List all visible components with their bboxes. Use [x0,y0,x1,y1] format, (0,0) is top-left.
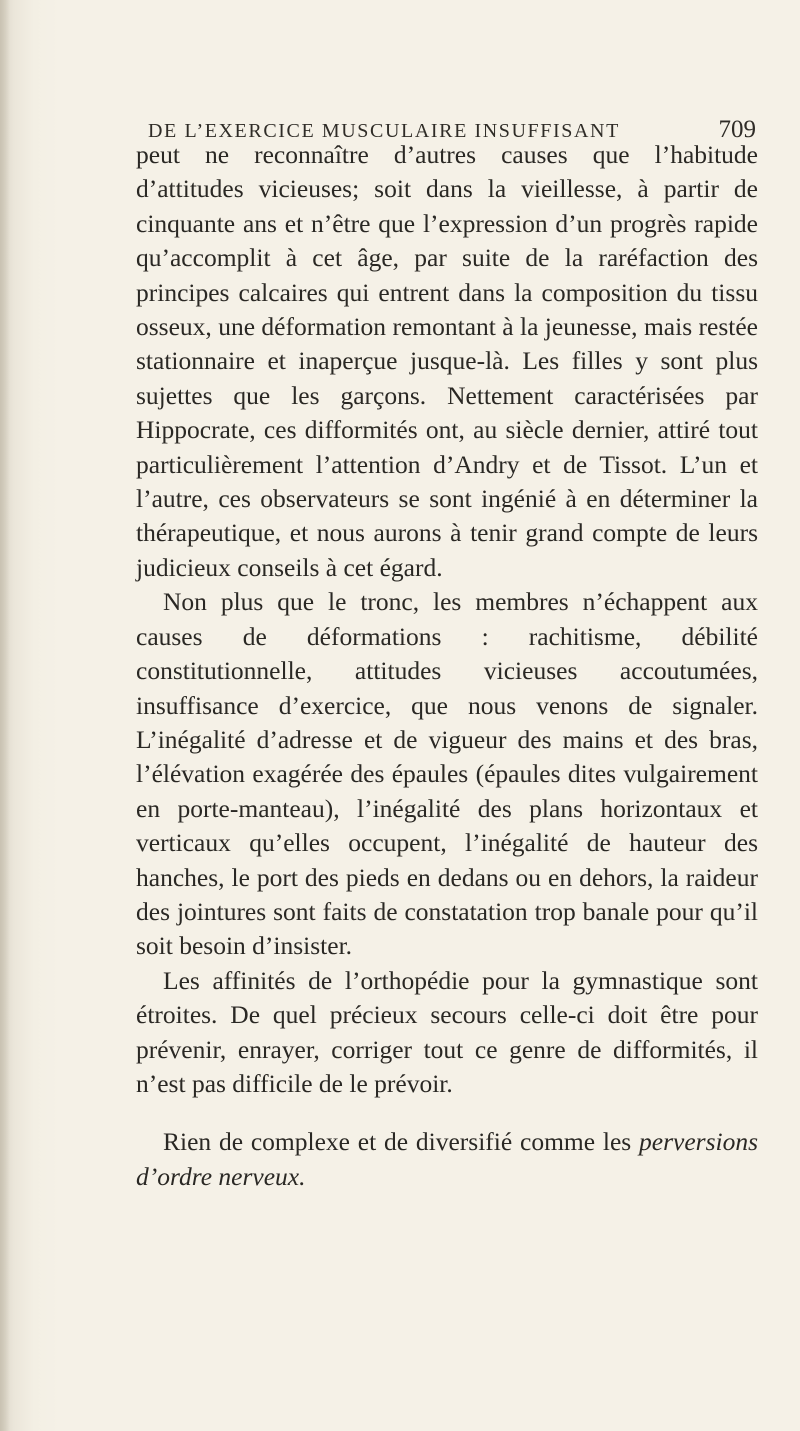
paragraph-4-text: Rien de complexe et de diversifié comme les [163,1127,632,1157]
paragraph-1: peut ne reconnaître d’autres causes que l’habitude d’attitudes vicieuses; soit dans la vieillesse, à partir de cinquante ans et n’être que l’expression d’un progrès rapide qu’accomplit à cet âge, par suite de la raréfaction des principes calcaires qui entrent dans la composition du tissu osseux, une déformation remontant à la jeunesse, mais restée stationnaire et inaperçue jusque-là. Les filles y sont plus sujettes que les garçons. Nettement caractérisées par Hippocrate, ces difformités ont, au siècle dernier, attiré tout particulièrement l’attention d’Andry et de Tissot. L’un et l’autre, ces observateurs se sont ingénié à en déterminer la thérapeutique, et nous aurons à tenir grand compte de leurs judicieux conseils à cet égard. [136,140,758,582]
body-text [136,138,758,1194]
running-title: DE L’EXERCICE MUSCULAIRE INSUFFISANT [148,120,620,142]
paragraph-4 [136,1125,758,1194]
paragraph-4-italic: perversions d’ordre nerveux. [136,1127,758,1191]
paragraph-3: Les affinités de l’orthopédie pour la gymnastique sont étroites. De quel précieux secours celle-ci doit être pour prévenir, enrayer, corriger tout ce genre de difformités, il n’est pas difficile de le prévoir. [136,965,758,1098]
binding-shadow [0,0,10,1431]
page-number: 709 [718,116,756,143]
paragraph-2: Non plus que le tronc, les membres n’échappent aux causes de déformations : rachitisme, débilité constitutionnelle, attitudes vicieuses accoutumées, insuffisance d’exercice, que nous venons de signaler. L’inégalité d’adresse et de vigueur des mains et des bras, l’élévation exagérée des épaules (épaules dites vulgairement en porte-manteau), l’inégalité des plans horizontaux et verticaux qu’elles occupent, l’inégalité de hauteur des hanches, le port des pieds en dedans ou en dehors, la raideur des jointures sont faits de constatation trop banale pour qu’il soit besoin d’insister. [136,587,758,961]
